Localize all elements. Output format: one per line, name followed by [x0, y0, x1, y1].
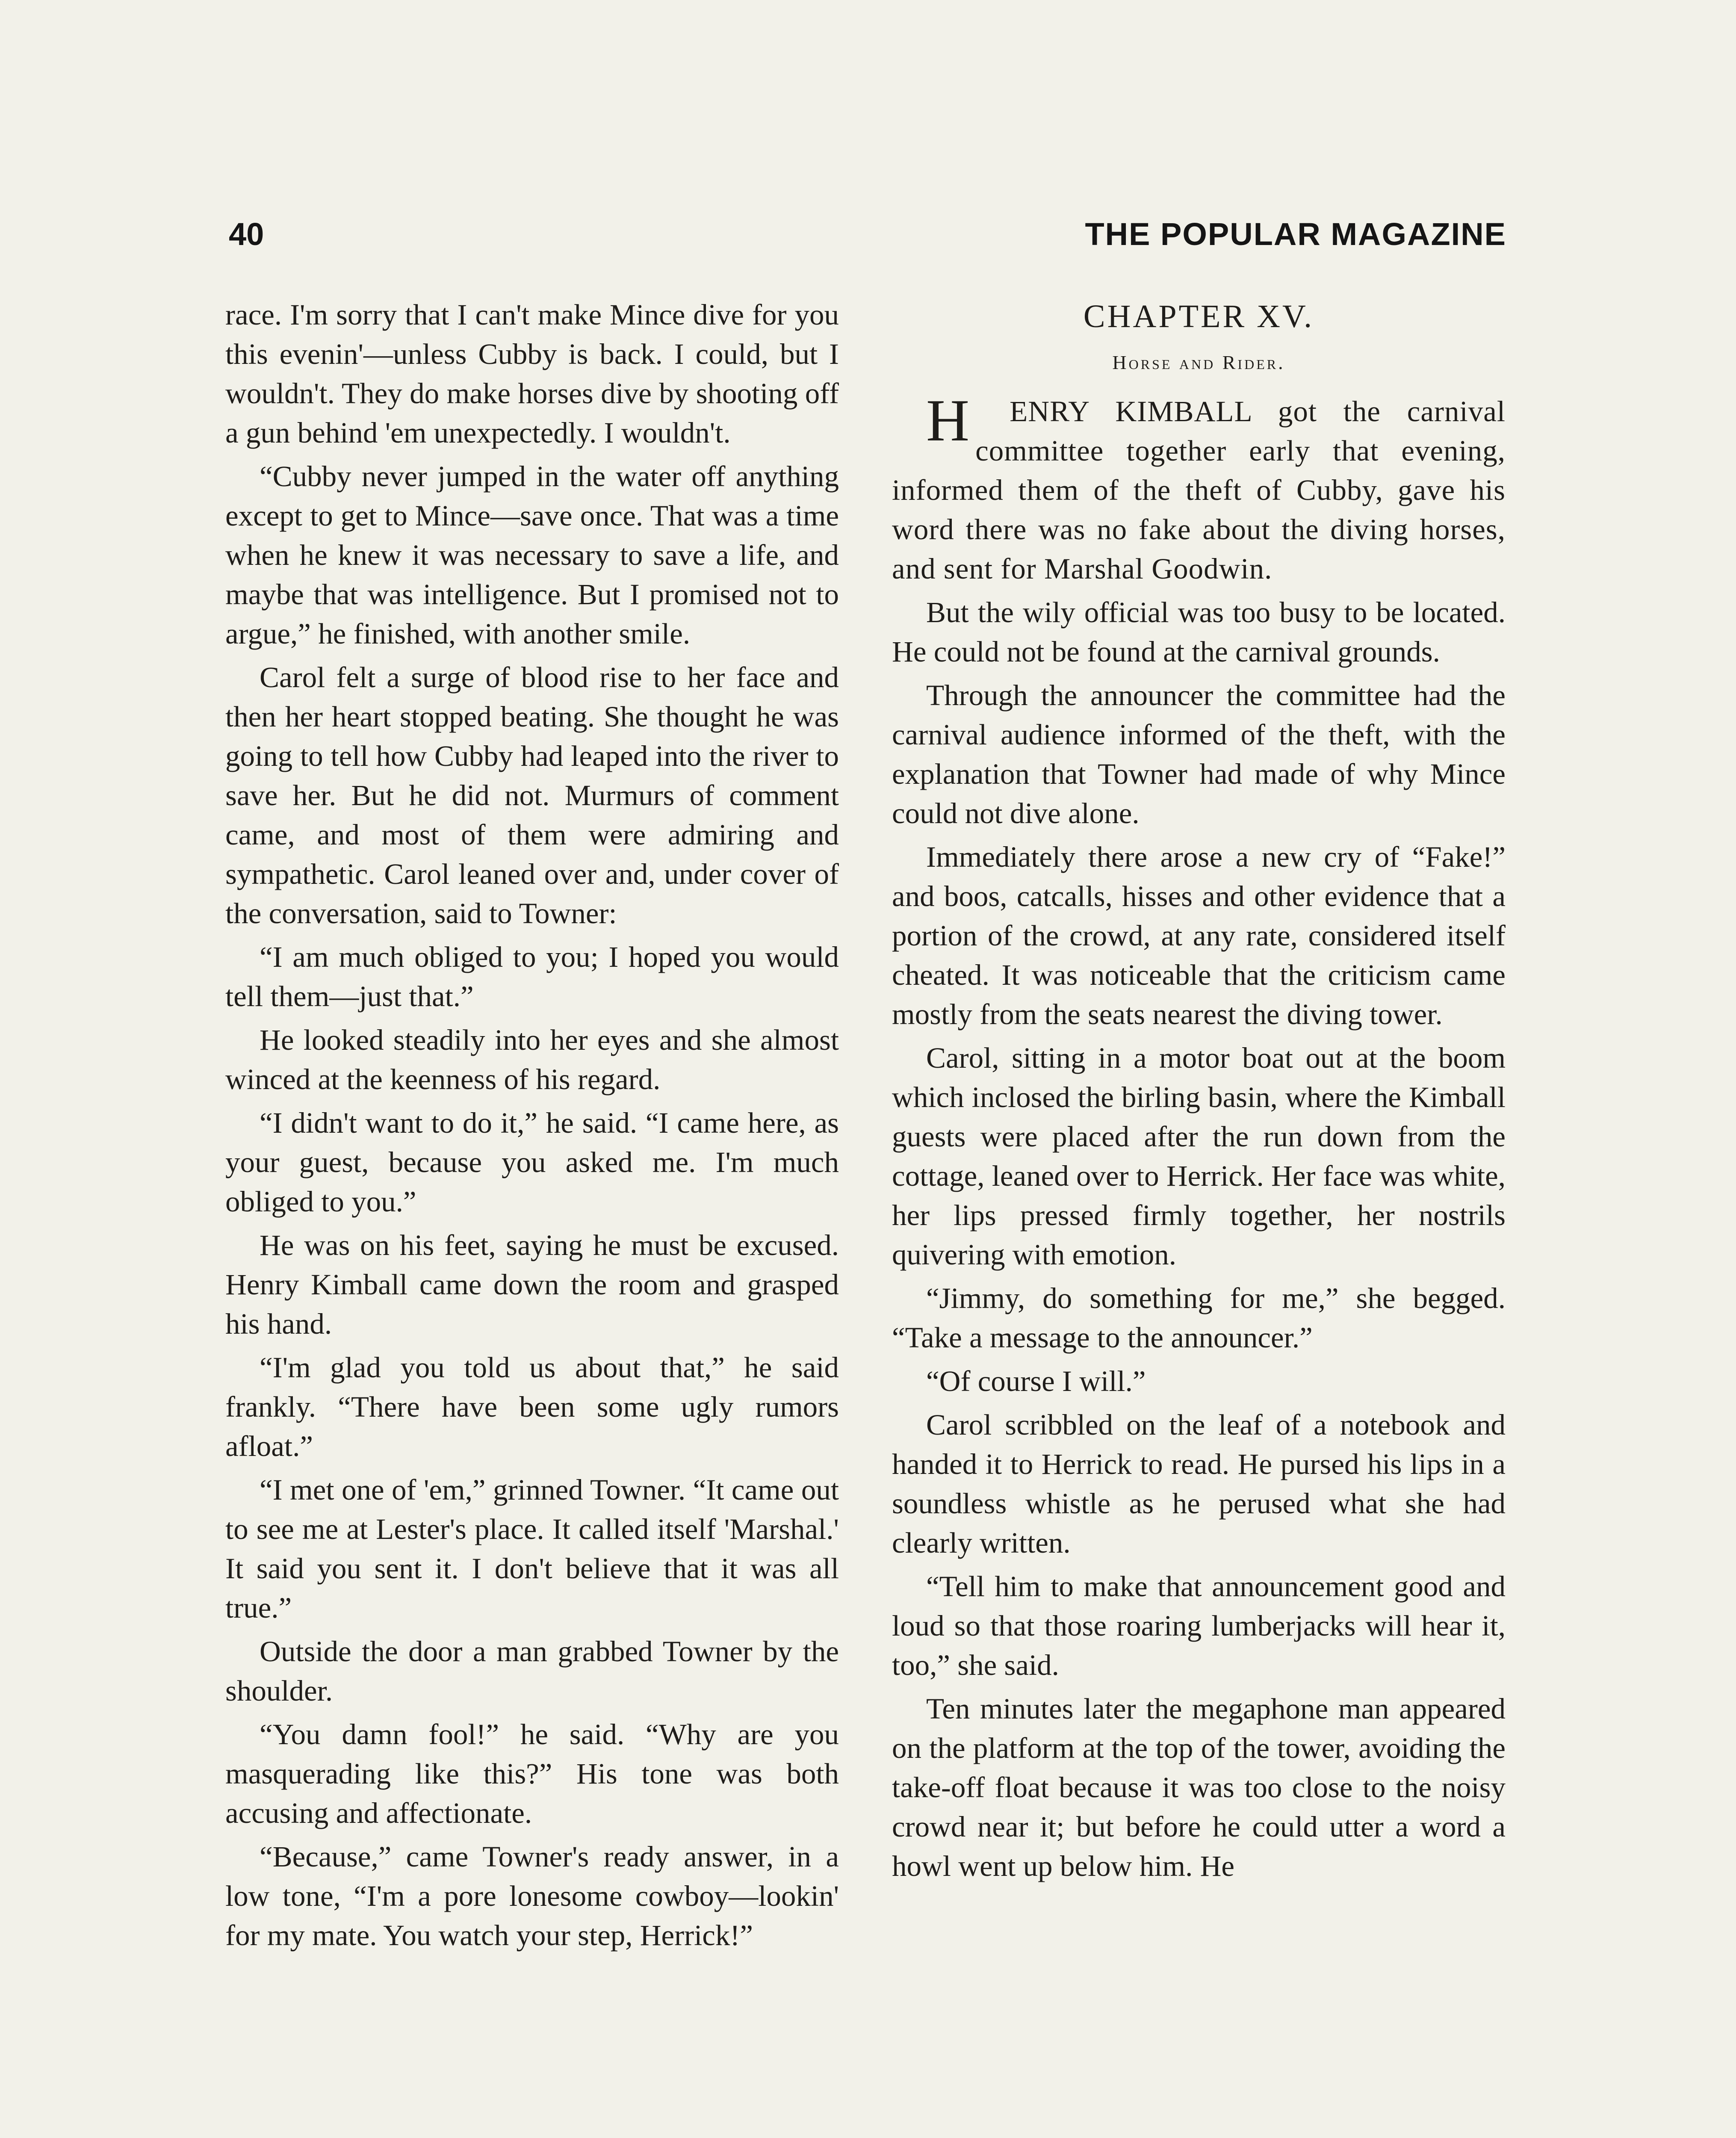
paragraph: “Of course I will.” — [926, 1365, 1146, 1397]
running-head — [0, 216, 1736, 259]
chapter-subtitle: Horse and Rider. — [1112, 351, 1285, 373]
paragraph: race. I'm sorry that I can't make Mince dive for you this evenin'—unless Cubby is back. I could, but I wouldn't. They do make horses dive by shooting off a gun behind 'em unexpectedly. I wouldn't. — [225, 298, 839, 449]
paragraph: He looked steadily into her eyes and she almost winced at the keenness of his regard. — [225, 1024, 839, 1096]
paragraph: “Because,” came Towner's ready answer, in a low tone, “I'm a pore lonesome cowboy—lookin' for my mate. You watch your step, Herrick!” — [225, 1840, 839, 1952]
drop-cap: H — [926, 387, 970, 454]
paragraph: He was on his feet, saying he must be excused. Henry Kimball came down the room and grasped his hand. — [225, 1229, 839, 1340]
chapter-lead-paragraph — [892, 387, 1506, 588]
paragraph: “I met one of 'em,” grinned Towner. “It came out to see me at Lester's place. It called itself 'Marshal.' It said you sent it. I don't believe that it was all true.” — [225, 1474, 839, 1624]
paragraph: Ten minutes later the megaphone man appeared on the platform at the top of the tower, avoiding the take-off float because it was too close to the noisy crowd near it; but before he could utter a word a howl went up below him. He — [892, 1692, 1506, 1882]
paragraph: “You damn fool!” he said. “Why are you masquerading like this?” His tone was both accusing and affectionate. — [225, 1718, 839, 1829]
paragraph: Through the announcer the committee had the carnival audience informed of the theft, with the explanation that Towner had made of why Mince could not dive alone. — [892, 679, 1506, 830]
paragraph: But the wily official was too busy to be located. He could not be found at the carnival grounds. — [892, 596, 1506, 668]
paragraph: Immediately there arose a new cry of “Fake!” and boos, catcalls, hisses and other evidence that a portion of the crowd, at any rate, considered itself cheated. It was noticeable that the criticism came mostly from the seats nearest the diving tower. — [892, 841, 1506, 1031]
lead-text: ENRY KIMBALL got the carnival committee together early that evening, informed them of the theft of Cubby, gave his word there was no fake about the diving horses, and sent for Marshal Goodwin. — [892, 395, 1506, 585]
right-column — [892, 295, 1506, 1886]
paragraph: “I didn't want to do it,” he said. “I came here, as your guest, because you asked me. I'm much obliged to you.” — [225, 1107, 839, 1218]
chapter-title: CHAPTER XV. — [1083, 298, 1314, 334]
paragraph: Carol scribbled on the leaf of a notebook and handed it to Herrick to read. He pursed his lips in a soundless whistle as he perused what she had clearly written. — [892, 1409, 1506, 1559]
paragraph: Carol, sitting in a motor boat out at the boom which inclosed the birling basin, where the Kimball guests were placed after the run down from the cottage, leaned over to Herrick. Her face was white, her lips pressed firmly together, her nostrils quivering with emotion. — [892, 1042, 1506, 1271]
paragraph: “Cubby never jumped in the water off anything except to get to Mince—save once. That was a time when he knew it was necessary to save a life, and maybe that was intelligence. But I promised not to argue,” he finished, with another smile. — [225, 460, 839, 650]
paragraph: “I am much obliged to you; I hoped you would tell them—just that.” — [225, 941, 839, 1013]
left-column — [225, 295, 839, 1955]
paragraph: “Tell him to make that announcement good and loud so that those roaring lumberjacks will hear it, too,” she said. — [892, 1570, 1506, 1681]
paragraph: Carol felt a surge of blood rise to her face and then her heart stopped beating. She thought he was going to tell how Cubby had leaped into the river to save her. But he did not. Murmurs of comment came, and most of them were admiring and sympathetic. Carol leaned over and, under cover of the conversation, said to Towner: — [225, 661, 839, 930]
paragraph: “I'm glad you told us about that,” he said frankly. “There have been some ugly rumors afloat.” — [225, 1351, 839, 1462]
paragraph: Outside the door a man grabbed Towner by the shoulder. — [225, 1635, 839, 1707]
magazine-title: THE POPULAR MAGAZINE — [1085, 216, 1506, 252]
page-number: 40 — [229, 216, 264, 252]
paragraph: “Jimmy, do something for me,” she begged. “Take a message to the announcer.” — [892, 1282, 1506, 1354]
